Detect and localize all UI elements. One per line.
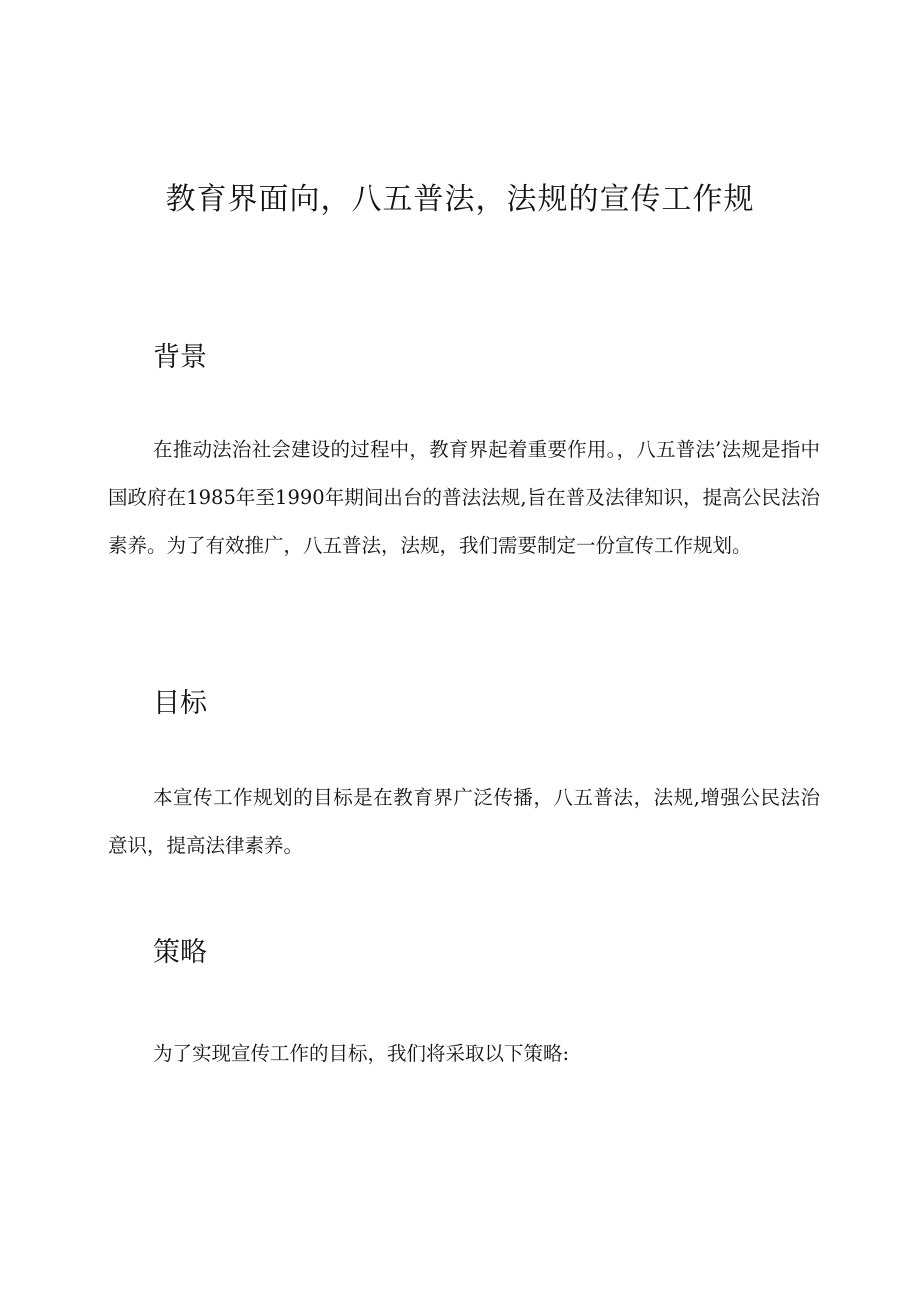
section-heading-goal: 目标 bbox=[153, 688, 207, 719]
section-body-background: 在推动法治社会建设的过程中，教育界起着重要作用。，八五普法’法规是指中国政府在1985年至1990年期间出台的普法法规,旨在普及法律知识，提高公民法治素养。为了有效推广，八五普法，法规，我们需要制定一份宣传工作规划。 bbox=[108, 438, 820, 557]
section-body-goal: 本宣传工作规划的目标是在教育界广泛传播，八五普法，法规,增强公民法治意识，提高法律素养。 bbox=[108, 786, 820, 857]
section-heading-background: 背景 bbox=[153, 342, 207, 373]
document-title: 教育界面向，八五普法，法规的宣传工作规 bbox=[165, 182, 755, 217]
section-body-strategy: 为了实现宣传工作的目标，我们将采取以下策略: bbox=[153, 1042, 570, 1065]
section-heading-strategy: 策略 bbox=[153, 937, 207, 968]
